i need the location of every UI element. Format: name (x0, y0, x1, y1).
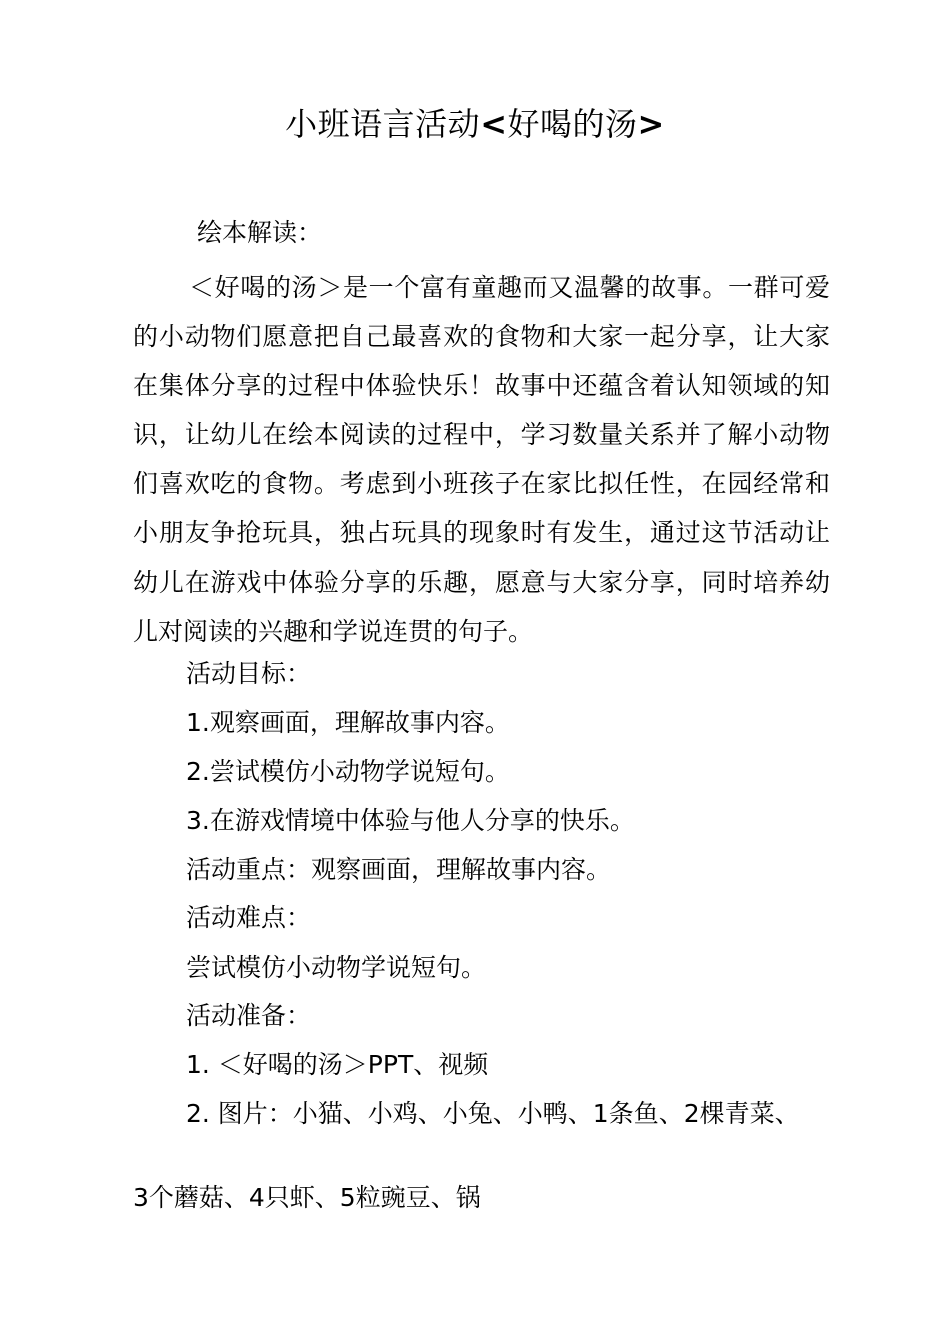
goal-item: 3.在游戏情境中体验与他人分享的快乐。 (186, 806, 635, 835)
goal-item: 1.观察画面，理解故事内容。 (186, 708, 510, 737)
document-title (0, 102, 950, 146)
prep-item-continuation: 3个蘑菇、4只虾、5粒豌豆、锅 (133, 1183, 481, 1212)
title-prefix: 小班语言活动 (285, 105, 481, 143)
title-close-bracket: > (637, 105, 665, 143)
prep-item: 1. ＜好喝的汤＞PPT、视频 (186, 1050, 489, 1079)
section-heading-preparation: 活动准备： (186, 1001, 312, 1030)
difficulty-text: 尝试模仿小动物学说短句。 (186, 953, 487, 982)
key-point-line: 活动重点：观察画面，理解故事内容。 (186, 855, 612, 884)
section-heading-reading: 绘本解读： (197, 218, 323, 247)
title-book-name: 好喝的汤 (507, 105, 638, 143)
goal-item: 2.尝试模仿小动物学说短句。 (186, 757, 510, 786)
title-open-bracket: < (480, 105, 508, 143)
section-heading-difficulty: 活动难点： (186, 903, 312, 932)
section-heading-goals: 活动目标： (186, 659, 312, 688)
reading-paragraph: ＜好喝的汤＞是一个富有童趣而又温馨的故事。一群可爱的小动物们愿意把自己最喜欢的食物和大家一起分享，让大家在集体分享的过程中体验快乐！故事中还蕴含着认知领域的知识，让幼儿在绘本阅读的过程中，学习数量关系并了解小动物们喜欢吃的食物。考虑到小班孩子在家比拟任性，在园经常和小朋友争抢玩具，独占玩具的现象时有发生，通过这节活动让幼儿在游戏中体验分享的乐趣，愿意与大家分享，同时培养幼儿对阅读的兴趣和学说连贯的句子。 (133, 273, 830, 646)
prep-item: 2. 图片：小猫、小鸡、小兔、小鸭、1条鱼、2棵青菜、 (186, 1099, 800, 1128)
